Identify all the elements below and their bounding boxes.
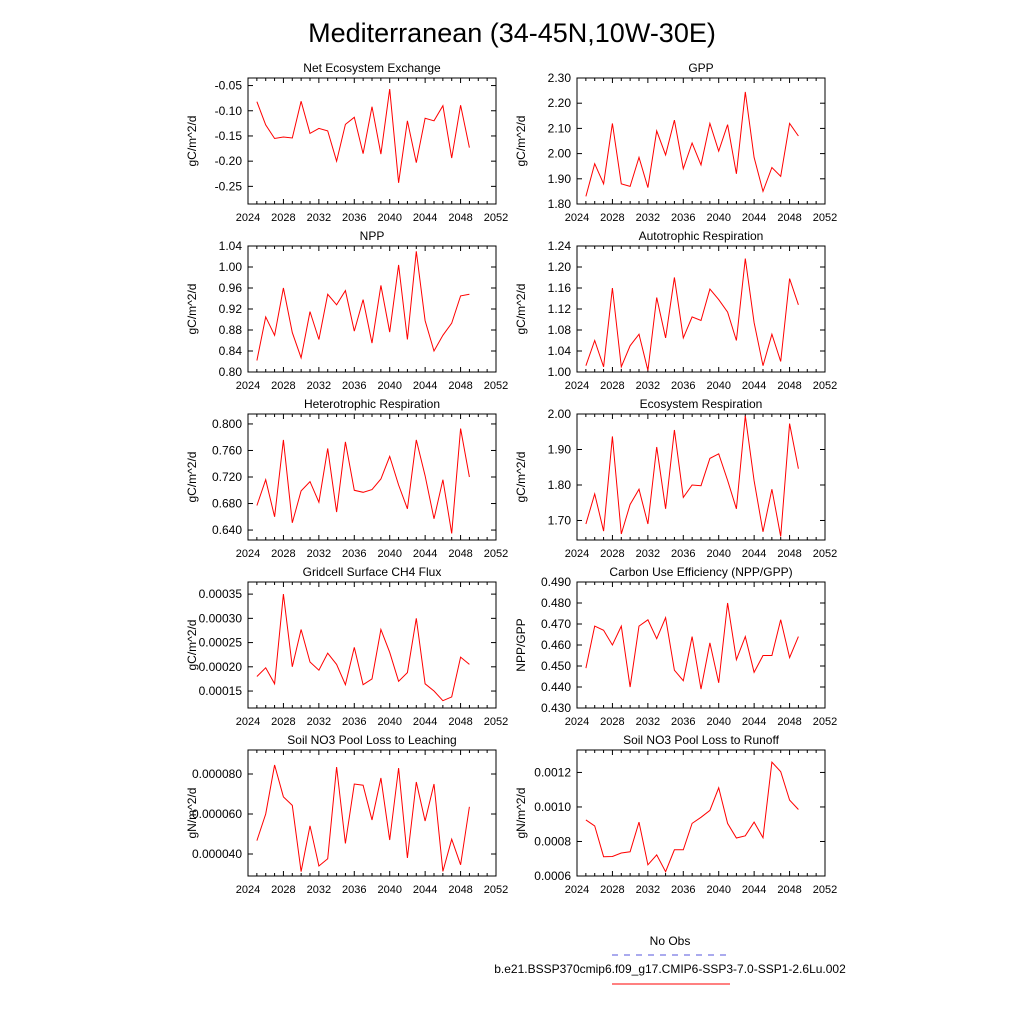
x-tick-label: 2024: [235, 548, 261, 560]
y-tick-label: 0.0008: [534, 834, 571, 849]
y-tick-label: 0.84: [218, 344, 242, 358]
y-axis-label: gC/m^2/d: [185, 619, 199, 671]
x-tick-label: 2048: [777, 548, 802, 560]
panel-title: Soil NO3 Pool Loss to Leaching: [287, 733, 457, 747]
y-tick-label: 0.470: [540, 617, 571, 631]
x-tick-label: 2028: [271, 548, 296, 560]
y-tick-label: 0.000060: [191, 807, 242, 821]
x-tick-label: 2040: [706, 212, 731, 224]
y-tick-label: -0.05: [214, 78, 242, 93]
x-tick-label: 2036: [342, 884, 367, 896]
x-tick-label: 2036: [342, 212, 367, 224]
x-tick-label: 2044: [412, 548, 438, 560]
y-tick-label: 2.00: [547, 146, 571, 161]
x-tick-label: 2044: [741, 884, 767, 896]
y-tick-label: 0.00020: [198, 659, 242, 674]
x-tick-label: 2028: [600, 212, 625, 224]
y-tick-label: 0.0010: [534, 799, 571, 814]
panel-title: Gridcell Surface CH4 Flux: [302, 565, 442, 579]
x-tick-label: 2032: [635, 884, 661, 896]
x-tick-label: 2024: [235, 716, 261, 728]
x-tick-label: 2036: [342, 380, 367, 392]
y-tick-label: 0.640: [211, 523, 242, 538]
x-tick-label: 2044: [741, 716, 767, 728]
y-tick-label: 2.10: [547, 121, 571, 136]
legend-obs-label: No Obs: [649, 934, 691, 948]
y-tick-label: 1.00: [547, 365, 571, 379]
y-axis-label: gC/m^2/d: [185, 451, 199, 503]
x-tick-label: 2028: [271, 716, 296, 728]
x-tick-label: 2028: [271, 380, 296, 392]
x-tick-label: 2028: [600, 716, 625, 728]
x-tick-label: 2040: [377, 884, 402, 896]
y-tick-label: -0.10: [214, 103, 242, 118]
x-tick-label: 2052: [812, 884, 838, 896]
y-tick-label: 0.0012: [534, 765, 571, 780]
y-tick-label: 0.80: [218, 365, 242, 379]
y-tick-label: 0.440: [540, 680, 571, 694]
x-tick-label: 2032: [306, 884, 332, 896]
y-tick-label: 0.00025: [198, 635, 242, 650]
x-tick-label: 2032: [306, 380, 332, 392]
x-tick-label: 2040: [377, 716, 402, 728]
x-tick-label: 2040: [706, 548, 731, 560]
y-tick-label: 0.000080: [191, 767, 242, 781]
y-tick-label: 0.000040: [191, 847, 242, 861]
x-tick-label: 2048: [448, 212, 473, 224]
x-tick-label: 2048: [448, 716, 473, 728]
x-tick-label: 2040: [377, 380, 402, 392]
x-tick-label: 2052: [812, 380, 838, 392]
x-tick-label: 2028: [600, 380, 625, 392]
x-tick-label: 2040: [706, 716, 731, 728]
x-tick-label: 2032: [635, 212, 661, 224]
y-tick-label: 0.92: [218, 302, 242, 316]
y-tick-label: -0.25: [214, 179, 242, 194]
panel-title: Ecosystem Respiration: [639, 397, 763, 411]
panel-title: NPP: [359, 229, 385, 243]
y-tick-label: 1.04: [547, 344, 571, 358]
x-tick-label: 2040: [377, 548, 402, 560]
panel-title: Soil NO3 Pool Loss to Runoff: [623, 733, 779, 747]
y-tick-label: 0.00030: [198, 611, 242, 626]
y-tick-label: 1.12: [547, 302, 571, 316]
y-tick-label: 1.90: [547, 171, 571, 186]
y-tick-label: 1.80: [547, 197, 571, 211]
y-axis-label: gC/m^2/d: [514, 115, 528, 167]
y-axis-label: gC/m^2/d: [514, 451, 528, 503]
y-tick-label: 0.88: [218, 323, 242, 337]
y-tick-label: 0.800: [211, 416, 242, 431]
y-tick-label: 0.450: [540, 659, 571, 673]
y-tick-label: 2.30: [547, 71, 571, 85]
x-tick-label: 2048: [448, 884, 473, 896]
y-tick-label: -0.20: [214, 154, 242, 169]
x-tick-label: 2036: [671, 212, 696, 224]
legend-model-label: b.e21.BSSP370cmip6.f09_g17.CMIP6-SSP3-7.0-SSP1-2.6Lu.002: [494, 962, 846, 976]
x-tick-label: 2024: [564, 716, 590, 728]
panel-title: GPP: [688, 61, 714, 75]
y-axis-label: gC/m^2/d: [185, 115, 199, 167]
x-tick-label: 2024: [235, 884, 261, 896]
x-tick-label: 2052: [812, 548, 838, 560]
x-tick-label: 2036: [671, 548, 696, 560]
x-tick-label: 2052: [483, 212, 509, 224]
x-tick-label: 2040: [706, 380, 731, 392]
x-tick-label: 2028: [600, 548, 625, 560]
y-tick-label: 0.480: [540, 596, 571, 610]
y-tick-label: 0.0006: [534, 869, 571, 883]
x-tick-label: 2028: [271, 212, 296, 224]
x-tick-label: 2036: [342, 716, 367, 728]
panel-title: Autotrophic Respiration: [638, 229, 764, 243]
x-tick-label: 2032: [635, 380, 661, 392]
y-tick-label: 1.80: [547, 477, 571, 492]
y-tick-label: 0.760: [211, 443, 242, 458]
x-tick-label: 2044: [412, 884, 438, 896]
x-tick-label: 2048: [777, 380, 802, 392]
x-tick-label: 2052: [812, 716, 838, 728]
x-tick-label: 2036: [671, 380, 696, 392]
y-axis-label: gC/m^2/d: [514, 283, 528, 335]
x-tick-label: 2044: [412, 716, 438, 728]
y-tick-label: 0.00035: [198, 587, 242, 602]
x-tick-label: 2048: [448, 548, 473, 560]
y-tick-label: 1.00: [218, 260, 242, 274]
y-tick-label: 0.490: [540, 575, 571, 589]
x-tick-label: 2024: [564, 548, 590, 560]
y-axis-label: gC/m^2/d: [185, 283, 199, 335]
x-tick-label: 2048: [777, 884, 802, 896]
y-axis-label: gN/m^2/d: [514, 787, 528, 839]
x-tick-label: 2052: [483, 548, 509, 560]
y-tick-label: 1.08: [547, 323, 571, 337]
x-tick-label: 2024: [564, 380, 590, 392]
y-axis-label: NPP/GPP: [514, 618, 528, 672]
x-tick-label: 2044: [741, 380, 767, 392]
y-tick-label: 1.16: [547, 281, 571, 295]
x-tick-label: 2032: [635, 716, 661, 728]
x-tick-label: 2052: [483, 380, 509, 392]
x-tick-label: 2052: [483, 884, 509, 896]
x-tick-label: 2028: [600, 884, 625, 896]
x-tick-label: 2032: [306, 212, 332, 224]
x-tick-label: 2032: [306, 548, 332, 560]
panel-title: Carbon Use Efficiency (NPP/GPP): [609, 565, 793, 579]
x-tick-label: 2036: [671, 884, 696, 896]
x-tick-label: 2032: [635, 548, 661, 560]
x-tick-label: 2028: [271, 884, 296, 896]
x-tick-label: 2024: [564, 884, 590, 896]
y-tick-label: 0.00015: [198, 684, 242, 699]
y-tick-label: 0.430: [540, 701, 571, 715]
x-tick-label: 2024: [564, 212, 590, 224]
panel-title: Heterotrophic Respiration: [303, 397, 441, 411]
x-tick-label: 2032: [306, 716, 332, 728]
x-tick-label: 2044: [412, 380, 438, 392]
y-tick-label: 0.680: [211, 496, 242, 511]
x-tick-label: 2040: [706, 884, 731, 896]
x-tick-label: 2048: [448, 380, 473, 392]
x-tick-label: 2040: [377, 212, 402, 224]
y-tick-label: 2.00: [547, 407, 571, 421]
y-tick-label: 1.20: [547, 260, 571, 274]
x-tick-label: 2044: [412, 212, 438, 224]
x-tick-label: 2044: [741, 548, 767, 560]
x-tick-label: 2036: [342, 548, 367, 560]
y-tick-label: 1.24: [547, 239, 571, 253]
y-tick-label: 0.460: [540, 638, 571, 652]
x-tick-label: 2052: [812, 212, 838, 224]
panel-title: Net Ecosystem Exchange: [303, 61, 441, 75]
y-tick-label: 1.04: [218, 239, 242, 253]
x-tick-label: 2048: [777, 716, 802, 728]
y-axis-label: gN/m^2/d: [185, 787, 199, 839]
figure-title: Mediterranean (34-45N,10W-30E): [308, 18, 716, 48]
x-tick-label: 2044: [741, 212, 767, 224]
y-tick-label: 1.70: [547, 513, 571, 528]
y-tick-label: -0.15: [214, 128, 242, 143]
y-tick-label: 2.20: [547, 96, 571, 111]
x-tick-label: 2024: [235, 212, 261, 224]
x-tick-label: 2036: [671, 716, 696, 728]
y-tick-label: 0.96: [218, 281, 242, 295]
x-tick-label: 2048: [777, 212, 802, 224]
y-tick-label: 1.90: [547, 442, 571, 457]
y-tick-label: 0.720: [211, 470, 242, 484]
x-tick-label: 2052: [483, 716, 509, 728]
x-tick-label: 2024: [235, 380, 261, 392]
